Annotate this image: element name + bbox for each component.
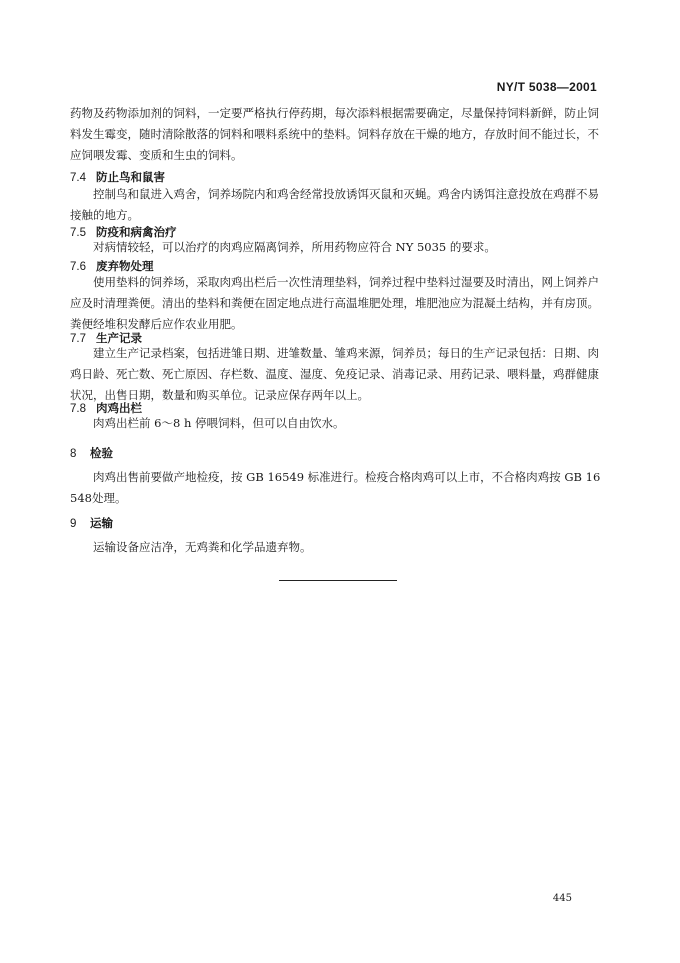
end-rule xyxy=(279,580,397,581)
standard-code: NY/T 5038—2001 xyxy=(496,80,597,94)
section-number: 7.6 xyxy=(70,261,86,273)
section-number: 7.7 xyxy=(70,333,86,345)
page-number: 445 xyxy=(552,893,572,904)
section-7-8-text: 肉鸡出栏前 6～8 h 停喂饲料，但可以自由饮水。 xyxy=(93,416,345,430)
section-number: 7.4 xyxy=(70,172,86,184)
section-7-5-text: 对病情较轻，可以治疗的肉鸡应隔离饲养，所用药物应符合 NY 5035 的要求。 xyxy=(93,240,496,254)
section-title: 肉鸡出栏 xyxy=(96,401,142,415)
section-7-6-text: 使用垫料的饲养场，采取肉鸡出栏后一次性清理垫料，饲养过程中垫料过湿要及时清出，网上饲养户应及时清理粪便。清出的垫料和粪便在固定地点进行高温堆肥处理，堆肥池应为混凝土结构，并有房顶。粪便经堆积发酵后应作农业用肥。 xyxy=(70,275,599,331)
section-7-4-text: 控制鸟和鼠进入鸡舍，饲养场院内和鸡舍经常投放诱饵灭鼠和灭蝇。鸡舍内诱饵注意投放在鸡群不易接触的地方。 xyxy=(70,187,599,222)
section-number: 9 xyxy=(70,518,77,530)
section-8-text: 肉鸡出售前要做产地检疫，按 GB 16549 标准进行。检疫合格肉鸡可以上市，不合格肉鸡按 GB 16548处理。 xyxy=(70,470,601,505)
continued-paragraph: 药物及药物添加剂的饲料，一定要严格执行停药期，每次添料根据需要确定，尽量保持饲料新鲜，防止饲料发生霉变，随时清除散落的饲料和喂料系统中的垫料。饲料存放在干燥的地方，存放时间不能过长，不应饲喂发霉、变质和生虫的饲料。 xyxy=(70,106,599,162)
section-8-heading xyxy=(70,444,113,463)
section-title: 检验 xyxy=(90,446,113,460)
section-title: 防止鸟和鼠害 xyxy=(96,170,165,184)
section-title: 废弃物处理 xyxy=(96,259,154,273)
section-9-heading xyxy=(70,514,113,533)
section-number: 7.5 xyxy=(70,227,86,239)
section-9-text: 运输设备应洁净，无鸡粪和化学品遗弃物。 xyxy=(93,540,312,554)
section-number: 7.8 xyxy=(70,403,86,415)
section-title: 运输 xyxy=(90,516,113,530)
section-title: 防疫和病禽治疗 xyxy=(96,225,177,239)
section-7-7-text: 建立生产记录档案，包括进雏日期、进雏数量、雏鸡来源，饲养员；每日的生产记录包括：日期、肉鸡日龄、死亡数、死亡原因、存栏数、温度、湿度、免疫记录、消毒记录、用药记录、喂料量，鸡群健康状况，出售日期，数量和购买单位。记录应保存两年以上。 xyxy=(70,346,599,402)
section-number: 8 xyxy=(70,448,77,460)
section-title: 生产记录 xyxy=(96,331,142,345)
